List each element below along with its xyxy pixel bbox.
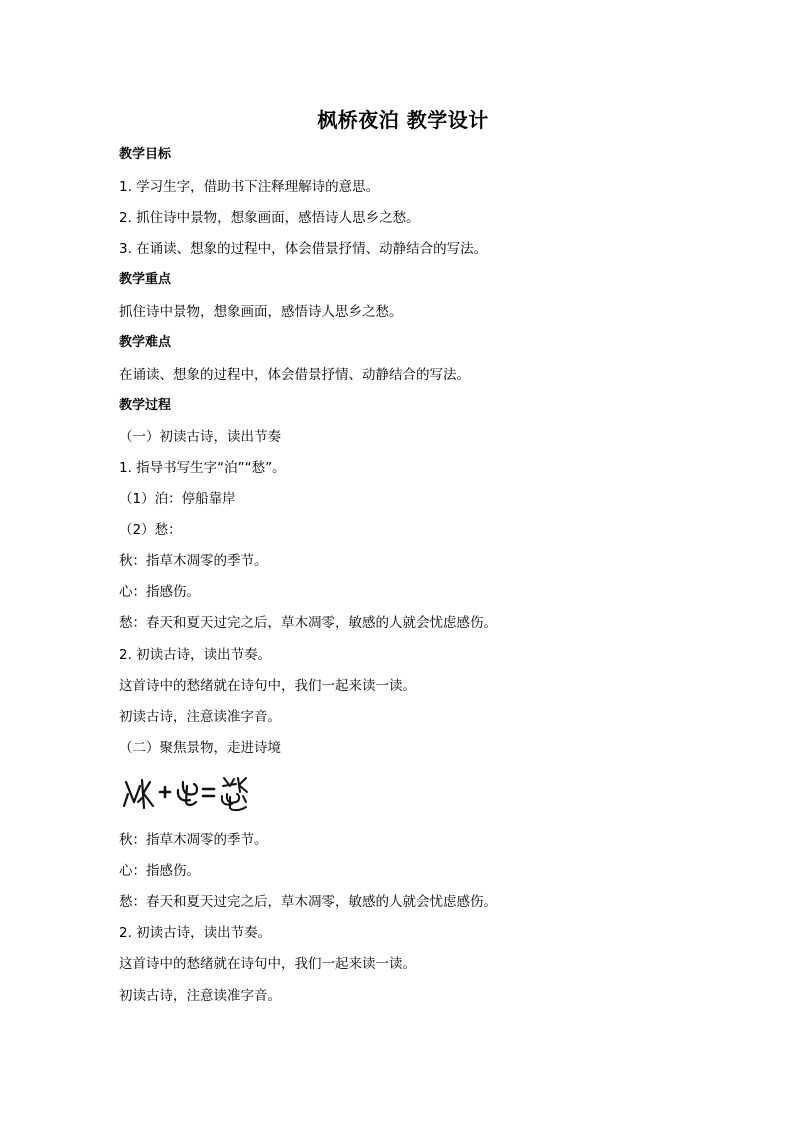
seal-script-image <box>120 772 260 814</box>
part2-qiu-def: 秋：指草木凋零的季节。 <box>119 832 268 848</box>
part1-bo: （1）泊：停船靠岸 <box>119 491 236 507</box>
goal-item-2: 2. 抓住诗中景物，想象画面，感悟诗人思乡之愁。 <box>119 210 420 226</box>
part1-step1: 1. 指导书写生字“泊”“愁”。 <box>119 460 286 476</box>
part2-chou-def: 愁：春天和夏天过完之后，草木凋零，敏感的人就会忧虑感伤。 <box>119 894 497 910</box>
goal-item-1: 1. 学习生字，借助书下注释理解诗的意思。 <box>119 179 380 195</box>
part1-title: （一）初读古诗，读出节奏 <box>119 429 281 445</box>
part1-qiu-def: 秋：指草木凋零的季节。 <box>119 553 268 569</box>
heading-goals: 教学目标 <box>119 147 172 162</box>
part1-chou: （2）愁： <box>119 522 182 538</box>
heading-process: 教学过程 <box>119 398 172 413</box>
part1-read: 初读古诗，注意读准字音。 <box>119 709 281 725</box>
part2-intro: 这首诗中的愁绪就在诗句中，我们一起来读一读。 <box>119 956 416 972</box>
part1-chou-def: 愁：春天和夏天过完之后，草木凋零，敏感的人就会忧虑感伤。 <box>119 615 497 631</box>
part2-read: 初读古诗，注意读准字音。 <box>119 988 281 1004</box>
part2-step2: 2. 初读古诗，读出节奏。 <box>119 925 272 941</box>
heading-key-points: 教学重点 <box>119 272 172 287</box>
goal-item-3: 3. 在诵读、想象的过程中，体会借景抒情、动静结合的写法。 <box>119 241 488 257</box>
part1-xin-def: 心：指感伤。 <box>119 584 200 600</box>
heading-difficulties: 教学难点 <box>119 335 172 350</box>
difficulties-text: 在诵读、想象的过程中，体会借景抒情、动静结合的写法。 <box>119 367 470 383</box>
part2-xin-def: 心：指感伤。 <box>119 863 200 879</box>
document-title: 枫桥夜泊 教学设计 <box>317 108 489 132</box>
part1-intro: 这首诗中的愁绪就在诗句中，我们一起来读一读。 <box>119 678 416 694</box>
key-points-text: 抓住诗中景物，想象画面，感悟诗人思乡之愁。 <box>119 304 403 320</box>
part2-title: （二）聚焦景物，走进诗境 <box>119 740 281 756</box>
part1-step2: 2. 初读古诗，读出节奏。 <box>119 647 272 663</box>
